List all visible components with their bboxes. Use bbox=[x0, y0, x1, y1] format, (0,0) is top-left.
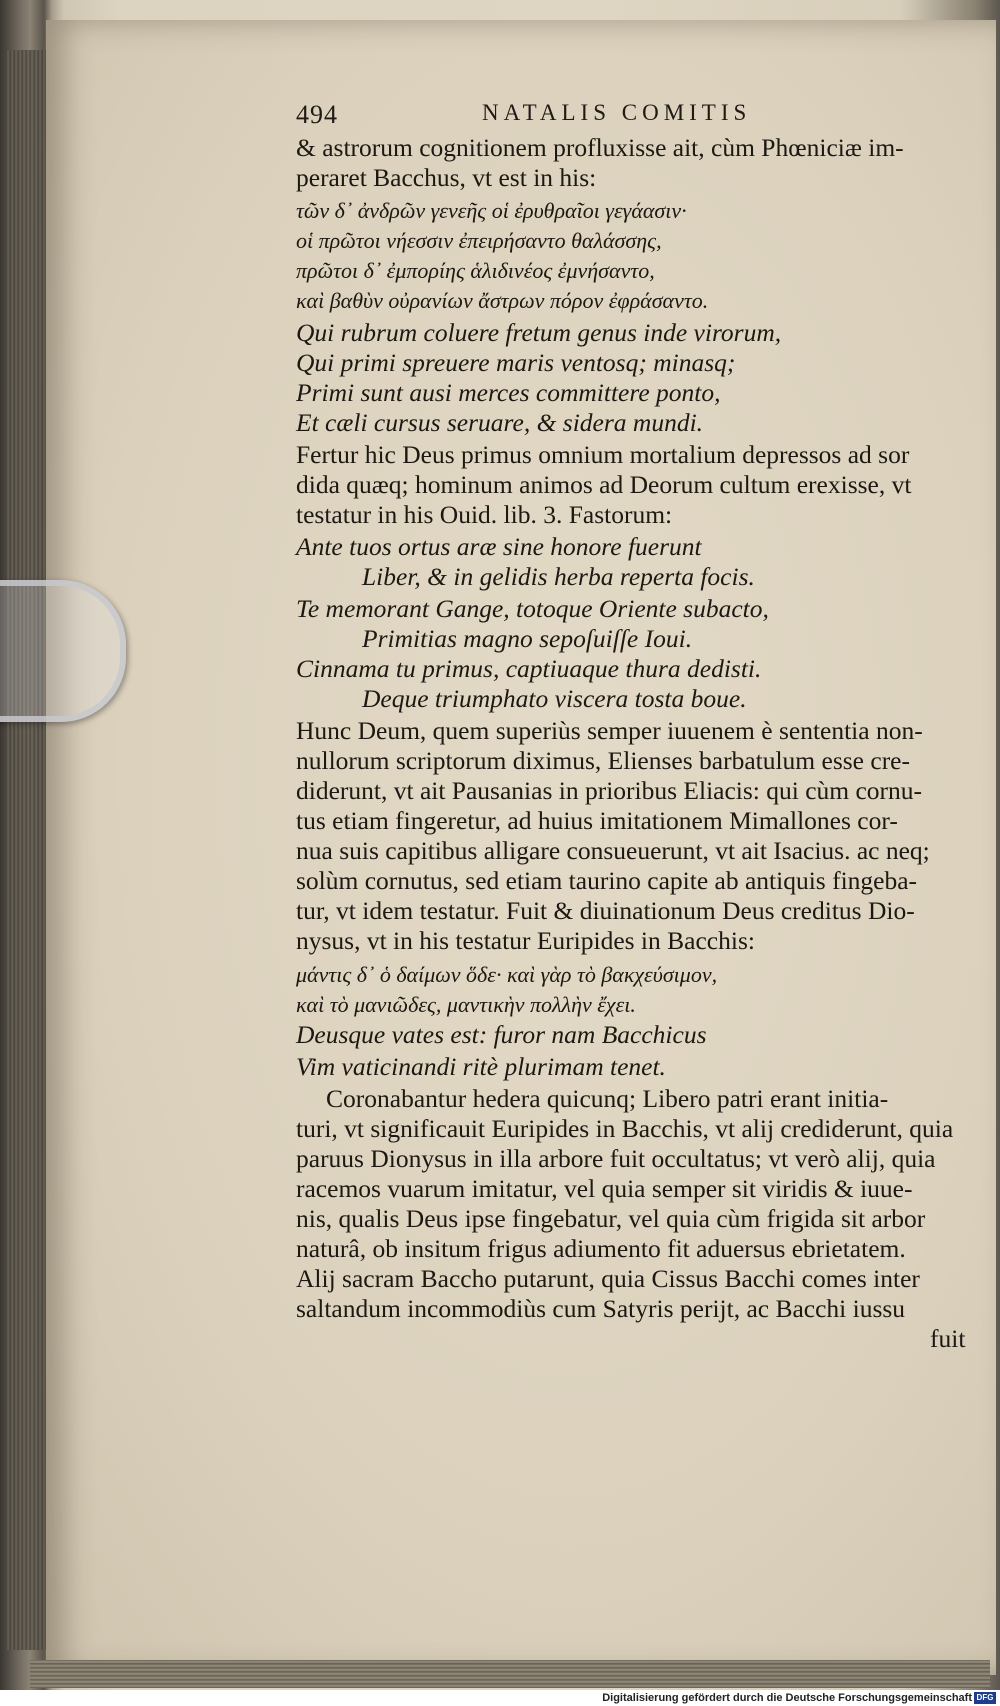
text-line: diderunt, vt ait Pausanias in prioribus Eliacis: qui cùm cornu- bbox=[296, 776, 923, 805]
dfg-logo: DFG bbox=[974, 1692, 996, 1704]
text-line: Deque triumphato viscera tosta boue. bbox=[362, 684, 747, 713]
text-line: peraret Bacchus, vt est in his: bbox=[296, 163, 597, 192]
text-line: Ante tuos ortus aræ sine honore fuerunt bbox=[296, 532, 702, 561]
text-line: nis, qualis Deus ipse fingebatur, vel quia cùm frigida sit arbor bbox=[296, 1204, 926, 1233]
text-line: nullorum scriptorum diximus, Elienses barbatulum esse cre- bbox=[296, 746, 910, 775]
text-line: Hunc Deum, quem superiùs semper iuuenem è sententia non- bbox=[296, 716, 923, 745]
text-line: paruus Dionysus in illa arbore fuit occultatus; vt verò alij, quia bbox=[296, 1144, 936, 1173]
text-line: turi, vt significauit Euripides in Bacchis, vt alij crediderunt, quia bbox=[296, 1114, 954, 1143]
text-line: fuit bbox=[930, 1324, 966, 1353]
text-line: μάντις δ᾽ ὁ δαίμων ὅδε· καὶ γὰρ τὸ βακχεύσιμον, bbox=[296, 962, 718, 987]
page-number: 494 bbox=[296, 100, 338, 129]
text-line: Te memorant Gange, totoque Oriente subacto, bbox=[296, 594, 769, 623]
footer-credit: Digitalisierung gefördert durch die Deutsche Forschungsgemeinschaft bbox=[602, 1692, 972, 1704]
text-line: Cinnama tu primus, captiuaque thura dedisti. bbox=[296, 654, 762, 683]
text-line: Qui primi spreuere maris ventosq; minasq; bbox=[296, 348, 736, 377]
text-line: nua suis capitibus alligare consueuerunt, vt ait Isacius. ac neq; bbox=[296, 836, 930, 865]
page-clip bbox=[0, 580, 126, 722]
text-line: Primi sunt ausi merces committere ponto, bbox=[296, 378, 721, 407]
text-line: τῶν δ᾽ ἀνδρῶν γενεῆς οἱ ἐρυθραῖοι γεγάασιν· bbox=[296, 198, 687, 223]
page-stack-bottom bbox=[30, 1660, 990, 1688]
text-line: Qui rubrum coluere fretum genus inde virorum, bbox=[296, 318, 782, 347]
text-line: Alij sacram Baccho putarunt, quia Cissus Bacchi comes inter bbox=[296, 1264, 920, 1293]
text-line: Vim vaticinandi ritè plurimam tenet. bbox=[296, 1052, 666, 1081]
running-title: NATALIS COMITIS bbox=[482, 100, 752, 125]
text-line: tur, vt idem testatur. Fuit & diuinationum Deus creditus Dio- bbox=[296, 896, 915, 925]
text-line: οἱ πρῶτοι νήεσσιν ἐπειρήσαντο θαλάσσης, bbox=[296, 228, 662, 253]
text-line: Fertur hic Deus primus omnium mortalium depressos ad sor bbox=[296, 440, 910, 469]
footer-bar bbox=[0, 1690, 1000, 1706]
text-line: racemos vuarum imitatur, vel quia semper sit viridis & iuue- bbox=[296, 1174, 913, 1203]
text-line: Liber, & in gelidis herba reperta focis. bbox=[362, 562, 755, 591]
text-line: solùm cornutus, sed etiam taurino capite ab antiquis fingeba- bbox=[296, 866, 918, 895]
text-line: dida quæq; hominum animos ad Deorum cultum erexisse, vt bbox=[296, 470, 912, 499]
text-line: Coronabantur hedera quicunq; Libero patri erant initia- bbox=[326, 1084, 889, 1113]
text-line: naturâ, ob insitum frigus adiumento fit aduersus ebrietatem. bbox=[296, 1234, 906, 1263]
page-header bbox=[296, 100, 796, 130]
text-line: & astrorum cognitionem profluxisse ait, cùm Phœniciæ im- bbox=[296, 133, 904, 162]
text-line: saltandum incommodiùs cum Satyris perijt, ac Bacchi iussu bbox=[296, 1294, 906, 1323]
text-line: καὶ βαθὺν οὐρανίων ἄστρων πόρον ἐφράσαντο. bbox=[296, 288, 709, 313]
page-stack-edge bbox=[6, 50, 46, 1650]
text-line: nysus, vt in his testatur Euripides in Bacchis: bbox=[296, 926, 755, 955]
text-line: Et cæli cursus seruare, & sidera mundi. bbox=[296, 408, 704, 437]
text-line: καὶ τὸ μανιῶδες, μαντικὴν πολλὴν ἔχει. bbox=[296, 992, 636, 1017]
text-line: testatur in his Ouid. lib. 3. Fastorum: bbox=[296, 500, 673, 529]
text-line: tus etiam fingeretur, ad huius imitationem Mimallones cor- bbox=[296, 806, 898, 835]
text-line: πρῶτοι δ᾽ ἐμπορίης ἁλιδινέος ἐμνήσαντο, bbox=[296, 258, 655, 283]
text-line: Primitias magno sepoſuiſſe Ioui. bbox=[362, 624, 693, 653]
text-line: Deusque vates est: furor nam Bacchicus bbox=[296, 1020, 707, 1049]
